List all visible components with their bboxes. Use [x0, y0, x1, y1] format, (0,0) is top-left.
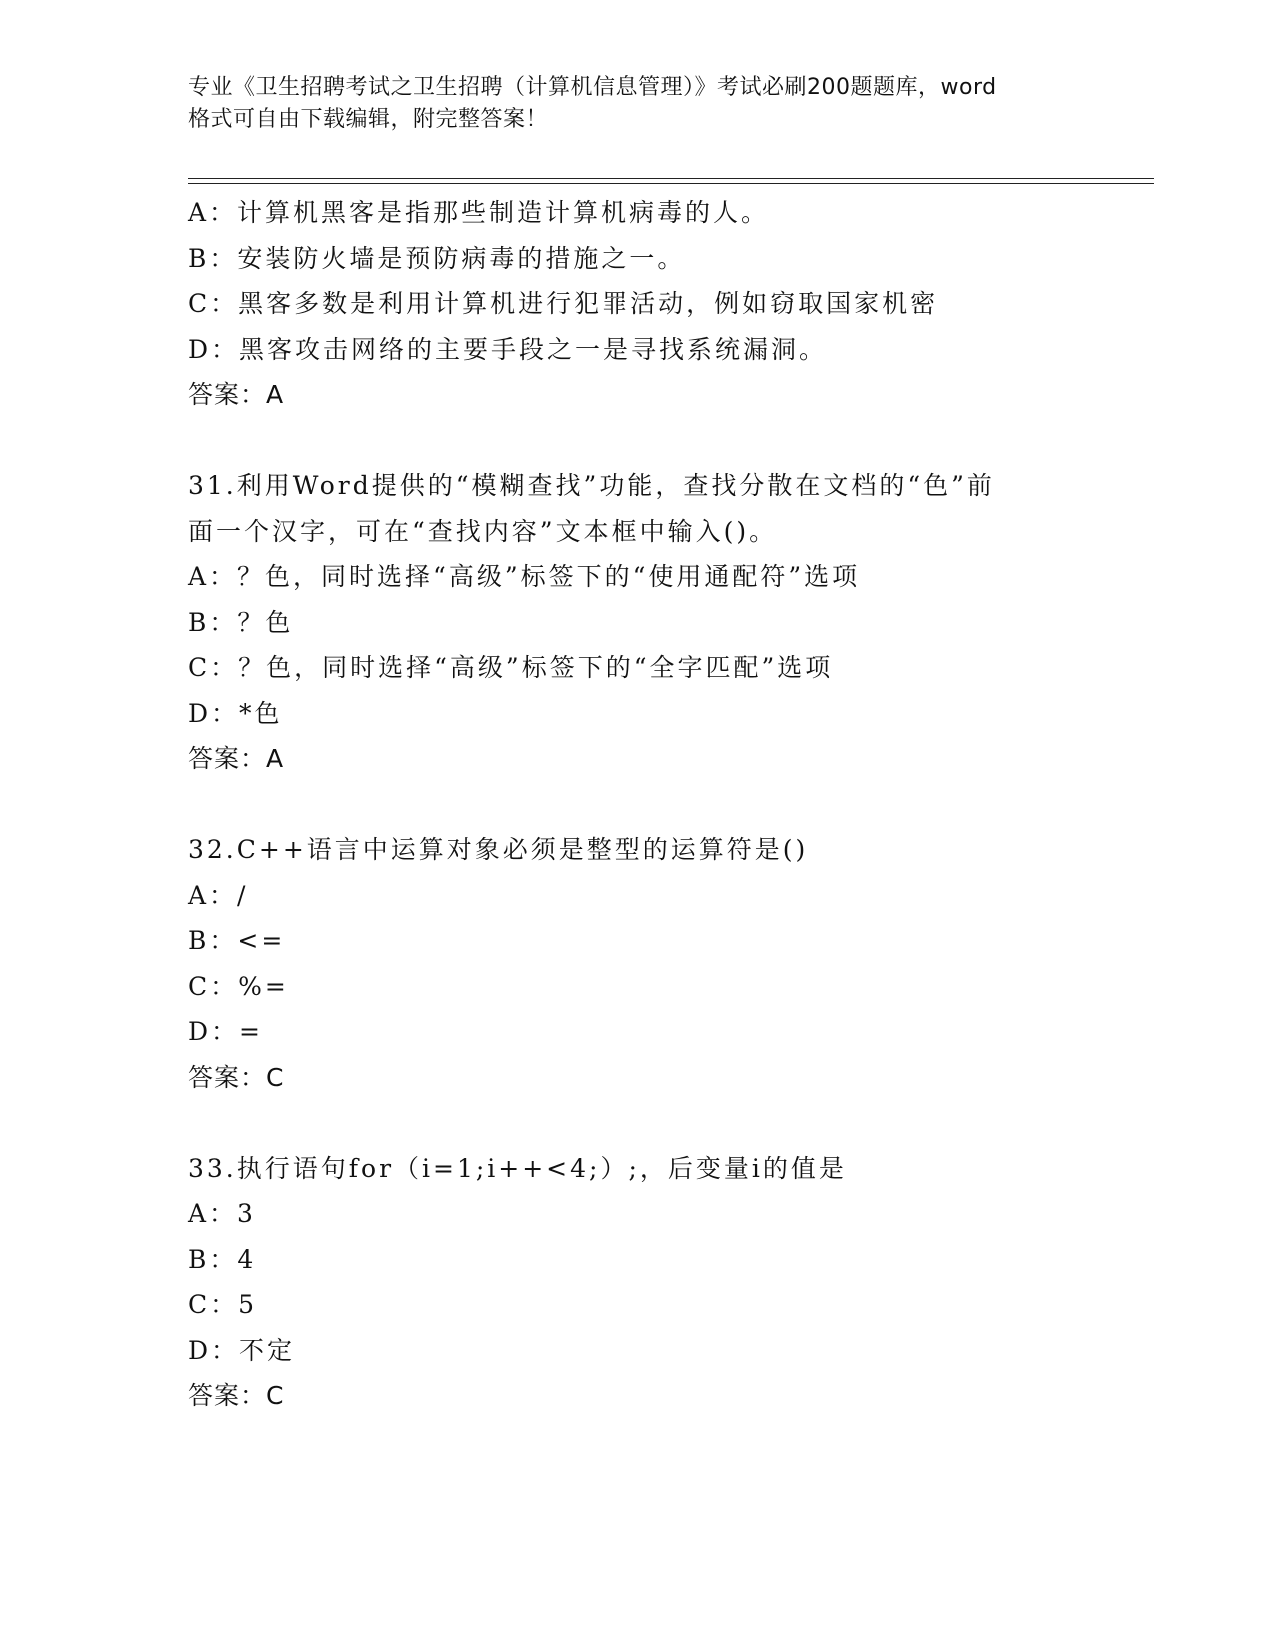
header-divider-bottom [188, 183, 1154, 184]
header-divider-top [188, 178, 1154, 179]
option-a: A：计算机黑客是指那些制造计算机病毒的人。 [188, 198, 770, 227]
option-a: A：3 [188, 1199, 256, 1228]
question-stem-line-2: 面一个汉字，可在“查找内容”文本框中输入()。 [188, 516, 778, 546]
option-b: B：安装防火墙是预防病毒的措施之一。 [188, 243, 686, 273]
answer-line: 答案：A [188, 380, 285, 409]
option-b: B：？色 [188, 607, 294, 637]
option-c: C：？色，同时选择“高级”标签下的“全字匹配”选项 [188, 653, 834, 682]
document-header [188, 72, 1088, 136]
option-c: C：%= [188, 971, 289, 1001]
question-block-30 [188, 190, 1138, 418]
header-title-line-1: 专业《卫生招聘考试之卫生招聘（计算机信息管理）》考试必刷200题题库，word [188, 75, 997, 100]
question-stem: 33.执行语句for（i=1;i++<4;）;，后变量i的值是 [188, 1153, 847, 1183]
option-d: D：= [188, 1017, 263, 1046]
question-block-32 [188, 827, 1138, 1100]
option-a: A：/ [188, 880, 249, 910]
option-c: C：黑客多数是利用计算机进行犯罪活动，例如窃取国家机密 [188, 289, 939, 318]
option-d: D：*色 [188, 698, 283, 728]
question-stem: 32.C++语言中运算对象必须是整型的运算符是() [188, 835, 809, 864]
spacer [188, 1100, 1138, 1146]
answer-line: 答案：C [188, 1062, 285, 1092]
option-a: A：？色，同时选择“高级”标签下的“使用通配符”选项 [188, 562, 861, 591]
spacer [188, 418, 1138, 464]
question-block-33 [188, 1146, 1138, 1419]
option-d: D：黑客攻击网络的主要手段之一是寻找系统漏洞。 [188, 334, 828, 364]
option-d: D：不定 [188, 1335, 296, 1365]
question-list [188, 190, 1138, 1419]
header-title-line-2: 格式可自由下载编辑，附完整答案！ [188, 107, 549, 132]
question-block-31 [188, 463, 1138, 782]
answer-line: 答案：A [188, 744, 285, 773]
answer-line: 答案：C [188, 1381, 285, 1410]
option-b: B：<= [188, 926, 286, 955]
option-c: C：5 [188, 1290, 258, 1319]
spacer [188, 782, 1138, 828]
question-stem-line-1: 31.利用Word提供的“模糊查找”功能，查找分散在文档的“色”前 [188, 471, 995, 500]
option-b: B：4 [188, 1244, 257, 1274]
